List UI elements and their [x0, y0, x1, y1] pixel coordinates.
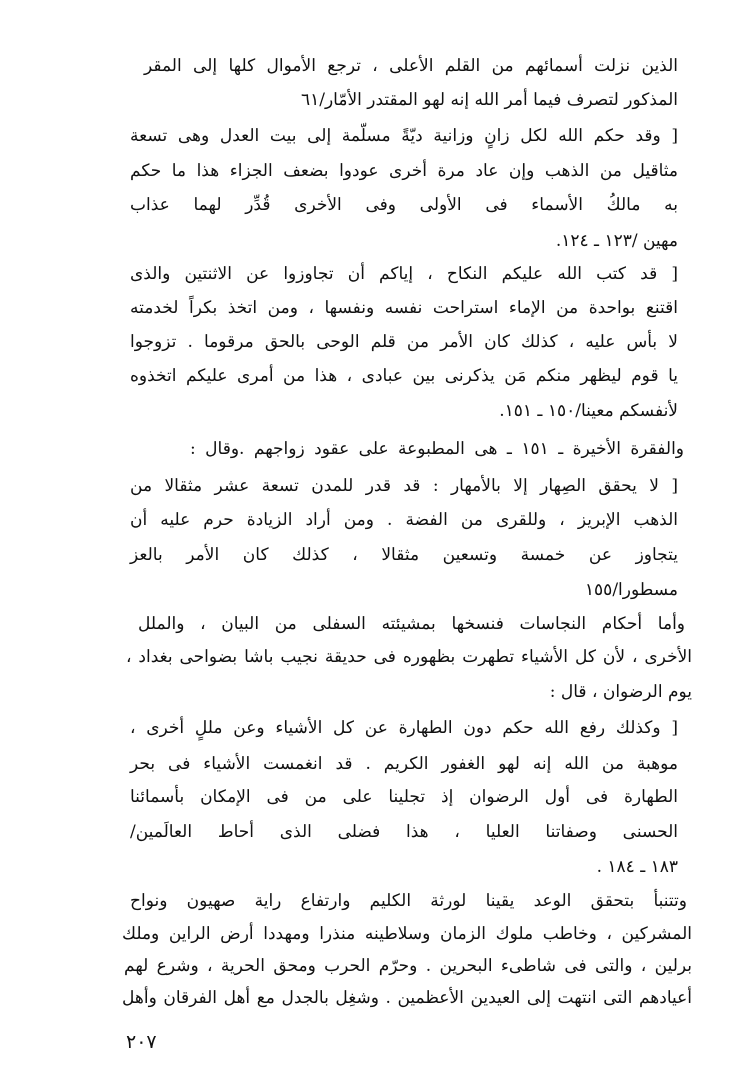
- text-line: يوم الرضوان ، قال :: [549, 682, 692, 702]
- text-line: [ وكذلك رفع الله حكم دون الطهارة عن كل الأشياء وعن مللٍ أخرى ،: [130, 718, 678, 738]
- text-line: وأما أحكام النجاسات فنسخها بمشيئته السفلى من البيان ، والملل: [138, 614, 685, 634]
- text-line: مسطورا/١٥٥: [584, 580, 678, 600]
- text-line: مثاقيل من الذهب وإن عاد مرة أخرى عودوا بضعف الجزاء هذا ما حكم: [130, 161, 678, 181]
- text-line: يتجاوز عن خمسة وتسعين مثقالا ، كذلك كان الأمر بالعز: [130, 545, 678, 565]
- text-line: المذكور لتصرف فيما أمر الله إنه لهو المقتدر الأمّار/٦١: [300, 90, 678, 110]
- text-line: [ وقد حكم الله لكل زانٍ وزانية ديّةً مسلّمة إلى بيت العدل وهى تسعة: [130, 126, 678, 146]
- text-line: ١٨٣ ـ ١٨٤ .: [596, 857, 678, 877]
- text-line: الطهارة فى أول الرضوان إذ تجلينا على من فى الإمكان بأسمائنا: [130, 787, 678, 807]
- text-line: يا قوم ليظهر منكم مَن يذكرنى بين عبادى ، هذا من أمرى عليكم اتخذوه: [130, 366, 678, 386]
- text-line: الحسنى وصفاتنا العليا ، هذا فضلى الذى أحاط العالَمين/: [130, 822, 678, 842]
- text-line: مهين /١٢٣ ـ ١٢٤.: [555, 231, 678, 251]
- text-line: [ قد كتب الله عليكم النكاح ، إياكم أن تجاوزوا عن الاثنتين والذى: [130, 264, 678, 284]
- text-line: والفقرة الأخيرة ـ ١٥١ ـ هى المطبوعة على عقود زواجهم .وقال :: [190, 439, 684, 459]
- text-line: [ لا يحقق الصِهار إلا بالأمهار : قد قدر للمدن تسعة عشر مثقالا من: [130, 476, 678, 496]
- text-line: لا بأس عليه ، كذلك كان الأمر من قلم الوحى بالحق مرقوما . تزوجوا: [130, 332, 678, 352]
- text-line: الذهب الإبريز ، وللقرى من الفضة . ومن أراد الزيادة حرم عليه أن: [130, 510, 678, 530]
- text-line: به مالكُ الأسماء فى الأولى وفى الأخرى قُدِّر لهما عذاب: [130, 195, 678, 215]
- text-line: وتتنبأ بتحقق الوعد يقينا لورثة الكليم وارتفاع راية صهيون ونواح: [130, 891, 687, 911]
- text-line: لأنفسكم معينا/١٥٠ ـ ١٥١.: [499, 401, 678, 421]
- text-line: المشركين ، وخاطب ملوك الزمان وسلاطينه منذرا ومهددا أرض الراين وملك: [122, 924, 692, 944]
- page-number: ٢٠٧: [126, 1031, 157, 1053]
- text-line: الذين نزلت أسمائهم من القلم الأعلى ، ترجع الأموال كلها إلى المقر: [144, 56, 678, 76]
- text-line: موهبة من الله إنه لهو الغفور الكريم . قد انغمست الأشياء فى بحر: [130, 754, 678, 774]
- text-line: أعيادهم التى انتهت إلى العيدين الأعظمين . وشغِل بالجدل مع أهل الفرقان وأهل: [122, 988, 692, 1008]
- text-line: الأخرى ، لأن كل الأشياء تطهرت بظهوره فى حديقة نجيب باشا بضواحى بغداد ،: [126, 647, 692, 667]
- text-line: اقتنع بواحدة من الإماء استراحت نفسه ونفسها ، ومن اتخذ بكراً لخدمته: [130, 298, 678, 318]
- text-line: برلين ، والتى فى شاطىء البحرين . وحرّم الحرب ومحق الحرية ، وشرع لهم: [124, 956, 692, 976]
